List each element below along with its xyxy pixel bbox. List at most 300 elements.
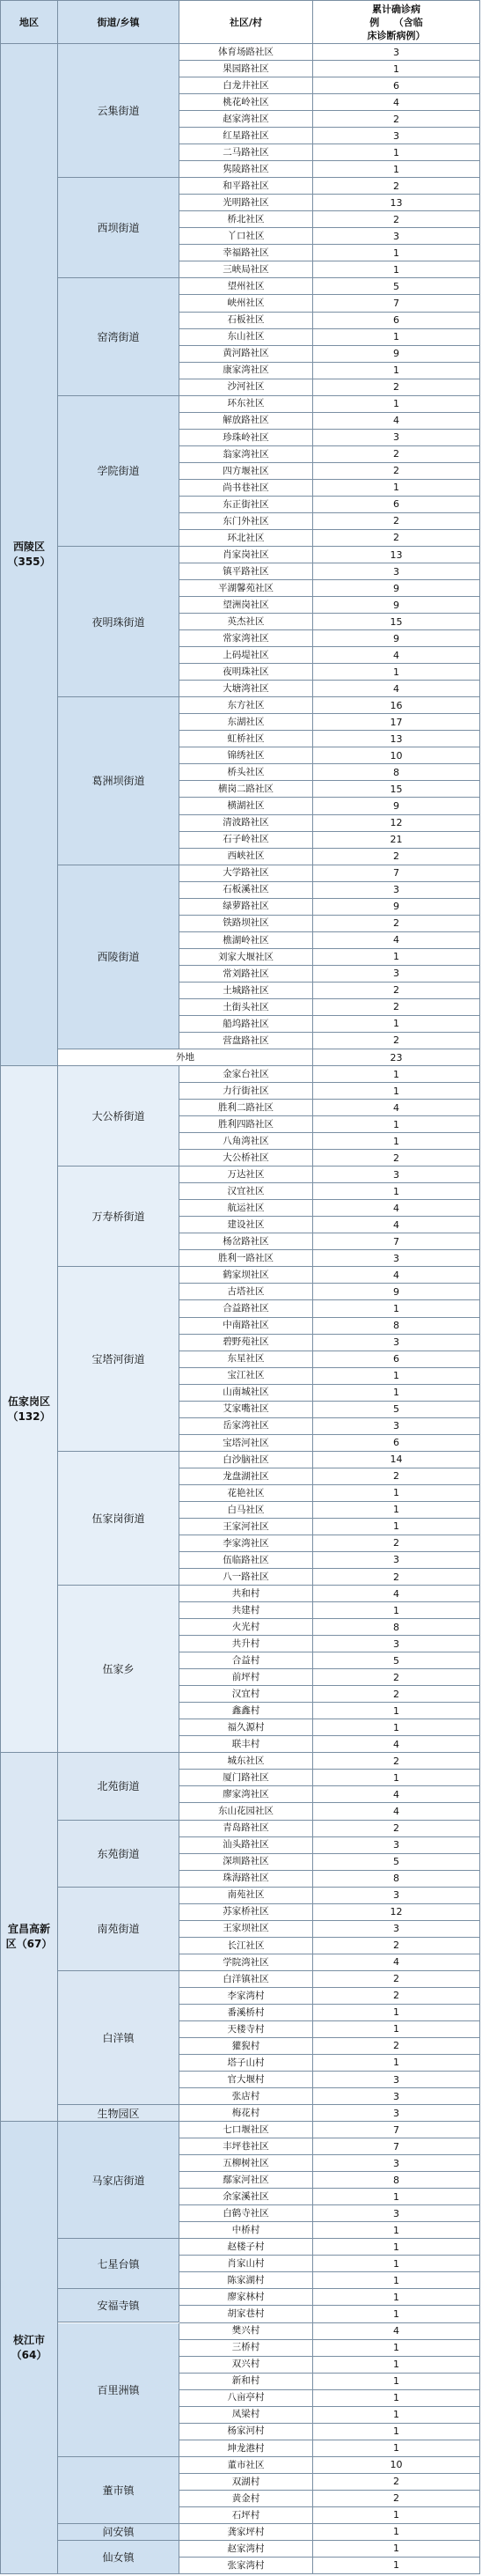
count-cell: 12 bbox=[313, 815, 480, 832]
count-cell: 3 bbox=[313, 1837, 480, 1854]
community-cell: 金家台社区 bbox=[179, 1066, 313, 1083]
count-cell: 1 bbox=[313, 1602, 480, 1619]
count-cell: 2 bbox=[313, 1535, 480, 1552]
street-cell: 云集街道 bbox=[58, 44, 179, 178]
count-cell: 3 bbox=[313, 1418, 480, 1435]
street-cell: 夜明珠街道 bbox=[58, 547, 179, 697]
community-cell: 白鹤寺社区 bbox=[179, 2205, 313, 2222]
count-cell: 1 bbox=[313, 2306, 480, 2322]
street-cell: 仙女镇 bbox=[58, 2541, 179, 2574]
count-cell: 3 bbox=[313, 563, 480, 580]
community-cell: 夜明珠社区 bbox=[179, 664, 313, 681]
community-cell: 建设社区 bbox=[179, 1217, 313, 1233]
community-cell: 王家河社区 bbox=[179, 1519, 313, 1535]
count-cell: 8 bbox=[313, 764, 480, 781]
header-count-line2: 例 （含临 bbox=[369, 16, 423, 28]
community-cell: 英杰社区 bbox=[179, 614, 313, 630]
count-cell: 9 bbox=[313, 899, 480, 916]
count-cell: 2 bbox=[313, 983, 480, 999]
count-cell: 10 bbox=[313, 2457, 480, 2474]
community-cell: 横湖社区 bbox=[179, 798, 313, 814]
count-cell: 6 bbox=[313, 1435, 480, 1452]
count-cell: 2 bbox=[313, 379, 480, 396]
community-cell: 余家溪社区 bbox=[179, 2189, 313, 2205]
count-cell: 4 bbox=[313, 1267, 480, 1284]
table-header bbox=[0, 0, 482, 44]
community-cell: 火光村 bbox=[179, 1619, 313, 1636]
count-cell: 4 bbox=[313, 681, 480, 697]
count-cell: 9 bbox=[313, 798, 480, 814]
count-cell: 3 bbox=[313, 2105, 480, 2122]
community-cell: 七口堰社区 bbox=[179, 2122, 313, 2138]
count-cell: 1 bbox=[313, 2239, 480, 2256]
count-cell: 2 bbox=[313, 1569, 480, 1586]
count-cell: 3 bbox=[313, 2072, 480, 2088]
count-cell: 1 bbox=[313, 2407, 480, 2424]
community-cell: 胜利二路社区 bbox=[179, 1100, 313, 1116]
community-cell: 张家湾村 bbox=[179, 2558, 313, 2574]
count-cell: 1 bbox=[313, 2340, 480, 2357]
community-cell: 白龙井社区 bbox=[179, 77, 313, 94]
community-cell: 环东社区 bbox=[179, 396, 313, 413]
community-cell: 环北社区 bbox=[179, 530, 313, 547]
street-cell: 问安镇 bbox=[58, 2524, 179, 2541]
community-cell: 三峡局社区 bbox=[179, 261, 313, 278]
area-cell: 西陵区 （355） bbox=[0, 44, 58, 1066]
community-cell: 万达社区 bbox=[179, 1167, 313, 1183]
community-cell: 肖家岗社区 bbox=[179, 547, 313, 563]
count-cell: 1 bbox=[313, 1385, 480, 1402]
count-cell: 10 bbox=[313, 747, 480, 764]
community-cell: 东山社区 bbox=[179, 329, 313, 346]
count-cell: 4 bbox=[313, 1100, 480, 1116]
community-cell: 东星社区 bbox=[179, 1351, 313, 1368]
street-cell: 白洋镇 bbox=[58, 1971, 179, 2105]
count-cell: 5 bbox=[313, 278, 480, 295]
community-cell: 伍临路社区 bbox=[179, 1552, 313, 1569]
street-cell: 东苑街道 bbox=[58, 1821, 179, 1888]
count-cell: 1 bbox=[313, 2440, 480, 2457]
community-cell: 船坞路社区 bbox=[179, 1016, 313, 1033]
community-cell: 光明路社区 bbox=[179, 195, 313, 211]
community-cell: 峡州社区 bbox=[179, 295, 313, 312]
count-cell: 8 bbox=[313, 2172, 480, 2189]
community-cell: 果园路社区 bbox=[179, 61, 313, 77]
count-cell: 1 bbox=[313, 2390, 480, 2407]
community-cell: 赵家湾村 bbox=[179, 2541, 313, 2558]
community-cell: 石子岭社区 bbox=[179, 832, 313, 849]
count-cell: 16 bbox=[313, 697, 480, 714]
count-cell: 7 bbox=[313, 2122, 480, 2138]
count-cell: 1 bbox=[313, 2507, 480, 2524]
community-cell: 梅花村 bbox=[179, 2105, 313, 2122]
count-cell: 3 bbox=[313, 1552, 480, 1569]
community-cell: 杨家河村 bbox=[179, 2424, 313, 2440]
community-cell: 天楼寺村 bbox=[179, 2021, 313, 2038]
street-cell: 伍家岗街道 bbox=[58, 1452, 179, 1586]
community-cell: 汉宜社区 bbox=[179, 1183, 313, 1200]
header-area: 地区 bbox=[0, 0, 58, 44]
community-cell: 石板社区 bbox=[179, 313, 313, 329]
street-cell: 北苑街道 bbox=[58, 1753, 179, 1820]
count-cell: 9 bbox=[313, 597, 480, 614]
community-cell: 尚书巷社区 bbox=[179, 480, 313, 497]
street-cell: 葛洲坝街道 bbox=[58, 697, 179, 865]
community-cell: 绿萝路社区 bbox=[179, 899, 313, 916]
count-cell: 8 bbox=[313, 1871, 480, 1888]
count-cell: 1 bbox=[313, 2374, 480, 2390]
count-cell: 13 bbox=[313, 547, 480, 563]
count-cell: 1 bbox=[313, 1502, 480, 1519]
count-cell: 3 bbox=[313, 2155, 480, 2172]
count-cell: 4 bbox=[313, 413, 480, 430]
count-cell: 2 bbox=[313, 2491, 480, 2507]
count-cell: 3 bbox=[313, 228, 480, 245]
count-cell: 1 bbox=[313, 144, 480, 161]
count-cell: 3 bbox=[313, 2205, 480, 2222]
community-cell: 隽陵路社区 bbox=[179, 161, 313, 178]
header-community: 社区/村 bbox=[179, 0, 313, 44]
count-cell: 2 bbox=[313, 2474, 480, 2491]
street-cell: 马家店街道 bbox=[58, 2122, 179, 2239]
header-count-line3: 床诊断病例） bbox=[367, 29, 426, 41]
community-cell: 解放路社区 bbox=[179, 413, 313, 430]
count-cell: 2 bbox=[313, 446, 480, 463]
count-cell: 2 bbox=[313, 463, 480, 480]
community-cell: 八一路社区 bbox=[179, 1569, 313, 1586]
count-cell: 1 bbox=[313, 2272, 480, 2289]
community-cell: 青岛路社区 bbox=[179, 1821, 313, 1837]
count-cell: 3 bbox=[313, 1921, 480, 1938]
community-cell: 胜利一路社区 bbox=[179, 1250, 313, 1267]
count-cell: 1 bbox=[313, 1485, 480, 1502]
count-cell: 7 bbox=[313, 1233, 480, 1250]
street-cell: 生物园区 bbox=[58, 2105, 179, 2122]
community-cell: 廖家林村 bbox=[179, 2289, 313, 2306]
community-cell: 宝塔河社区 bbox=[179, 1435, 313, 1452]
count-cell: 2 bbox=[313, 1753, 480, 1770]
community-cell: 东门外社区 bbox=[179, 513, 313, 530]
community-cell: 刘家大堰社区 bbox=[179, 949, 313, 966]
count-cell: 1 bbox=[313, 2541, 480, 2558]
table-row bbox=[0, 1049, 482, 1066]
community-cell: 深圳路社区 bbox=[179, 1854, 313, 1871]
community-cell: 东方社区 bbox=[179, 697, 313, 714]
community-cell: 桃花岭社区 bbox=[179, 94, 313, 111]
count-cell: 13 bbox=[313, 731, 480, 747]
community-cell: 胡家巷村 bbox=[179, 2306, 313, 2322]
count-cell: 5 bbox=[313, 1652, 480, 1669]
community-cell: 虹桥社区 bbox=[179, 731, 313, 747]
community-cell: 黄金村 bbox=[179, 2491, 313, 2507]
count-cell: 9 bbox=[313, 580, 480, 597]
community-cell: 共和村 bbox=[179, 1586, 313, 1602]
community-cell: 翁家湾社区 bbox=[179, 446, 313, 463]
community-cell: 肖家山村 bbox=[179, 2256, 313, 2272]
community-cell: 镇平路社区 bbox=[179, 563, 313, 580]
count-cell: 7 bbox=[313, 2138, 480, 2155]
count-cell: 3 bbox=[313, 1250, 480, 1267]
community-cell: 大塘湾社区 bbox=[179, 681, 313, 697]
community-cell: 横岗二路社区 bbox=[179, 781, 313, 798]
count-cell: 1 bbox=[313, 1703, 480, 1719]
community-cell: 锦绣社区 bbox=[179, 747, 313, 764]
community-cell: 厦门路社区 bbox=[179, 1770, 313, 1786]
community-cell: 和平路社区 bbox=[179, 178, 313, 195]
count-cell: 1 bbox=[313, 664, 480, 681]
community-cell: 番溪桥村 bbox=[179, 2005, 313, 2021]
count-cell: 4 bbox=[313, 1586, 480, 1602]
count-cell: 2 bbox=[313, 178, 480, 195]
count-cell: 21 bbox=[313, 832, 480, 849]
count-cell: 13 bbox=[313, 195, 480, 211]
street-cell: 西坝街道 bbox=[58, 178, 179, 278]
count-cell: 3 bbox=[313, 44, 480, 61]
community-cell: 廖家湾社区 bbox=[179, 1786, 313, 1803]
street-cell: 宝塔河街道 bbox=[58, 1267, 179, 1451]
community-cell: 东山花园社区 bbox=[179, 1803, 313, 1820]
count-cell: 1 bbox=[313, 1770, 480, 1786]
community-cell: 张店村 bbox=[179, 2088, 313, 2105]
community-cell: 西峡社区 bbox=[179, 849, 313, 865]
community-cell: 航运社区 bbox=[179, 1200, 313, 1217]
header-count bbox=[313, 0, 480, 44]
count-cell: 5 bbox=[313, 1402, 480, 1418]
community-cell: 康家湾社区 bbox=[179, 363, 313, 379]
community-cell: 獾猊村 bbox=[179, 2038, 313, 2055]
community-cell: 双兴村 bbox=[179, 2357, 313, 2374]
count-cell: 6 bbox=[313, 1351, 480, 1368]
count-cell: 3 bbox=[313, 1636, 480, 1652]
community-cell: 清波路社区 bbox=[179, 815, 313, 832]
count-cell: 1 bbox=[313, 2055, 480, 2072]
count-cell: 7 bbox=[313, 865, 480, 882]
community-cell: 中桥村 bbox=[179, 2222, 313, 2239]
community-cell: 鹤家坝社区 bbox=[179, 1267, 313, 1284]
count-cell: 1 bbox=[313, 480, 480, 497]
count-cell: 9 bbox=[313, 346, 480, 363]
community-cell: 四方堰社区 bbox=[179, 463, 313, 480]
count-cell: 9 bbox=[313, 630, 480, 647]
community-cell: 双湖村 bbox=[179, 2474, 313, 2491]
count-cell: 4 bbox=[313, 1217, 480, 1233]
community-cell: 东湖社区 bbox=[179, 714, 313, 731]
count-cell: 14 bbox=[313, 1452, 480, 1468]
community-cell: 桥头社区 bbox=[179, 764, 313, 781]
community-cell: 黄河路社区 bbox=[179, 346, 313, 363]
community-cell: 珠海路社区 bbox=[179, 1871, 313, 1888]
count-cell: 1 bbox=[313, 1116, 480, 1133]
community-cell: 石板溪社区 bbox=[179, 882, 313, 899]
community-cell: 二马路社区 bbox=[179, 144, 313, 161]
community-cell: 李家湾社区 bbox=[179, 1535, 313, 1552]
count-cell: 3 bbox=[313, 882, 480, 899]
community-cell: 共建村 bbox=[179, 1602, 313, 1619]
count-cell: 3 bbox=[313, 430, 480, 446]
area-cell: 伍家岗区 （132） bbox=[0, 1066, 58, 1753]
count-cell: 1 bbox=[313, 2005, 480, 2021]
count-cell: 7 bbox=[313, 295, 480, 312]
street-cell: 西陵街道 bbox=[58, 865, 179, 1049]
count-cell: 2 bbox=[313, 999, 480, 1016]
count-cell: 6 bbox=[313, 497, 480, 513]
community-cell: 新和村 bbox=[179, 2374, 313, 2390]
community-cell: 共升村 bbox=[179, 1636, 313, 1652]
community-cell: 樵湖岭社区 bbox=[179, 932, 313, 949]
street-cell: 学院街道 bbox=[58, 396, 179, 547]
count-cell: 8 bbox=[313, 1619, 480, 1636]
community-cell: 学院湾社区 bbox=[179, 1954, 313, 1971]
count-cell: 2 bbox=[313, 211, 480, 228]
count-cell: 1 bbox=[313, 1083, 480, 1100]
count-cell: 4 bbox=[313, 94, 480, 111]
community-cell: 董市社区 bbox=[179, 2457, 313, 2474]
count-cell: 6 bbox=[313, 77, 480, 94]
community-cell: 古塔社区 bbox=[179, 1284, 313, 1300]
street-cell: 万寿桥街道 bbox=[58, 1167, 179, 1267]
community-cell: 凤梁村 bbox=[179, 2407, 313, 2424]
count-cell: 3 bbox=[313, 1888, 480, 1904]
community-cell: 丰坪巷社区 bbox=[179, 2138, 313, 2155]
count-cell: 3 bbox=[313, 1167, 480, 1183]
community-cell: 胜利四路社区 bbox=[179, 1116, 313, 1133]
community-cell: 岳家湾社区 bbox=[179, 1418, 313, 1435]
count-cell: 4 bbox=[313, 647, 480, 664]
count-cell: 1 bbox=[313, 245, 480, 261]
community-cell: 李家湾村 bbox=[179, 1988, 313, 2005]
count-cell: 4 bbox=[313, 1954, 480, 1971]
community-cell: 合益村 bbox=[179, 1652, 313, 1669]
community-cell: 龙盘湖社区 bbox=[179, 1468, 313, 1485]
count-cell: 2 bbox=[313, 513, 480, 530]
community-cell: 望洲岗社区 bbox=[179, 597, 313, 614]
count-cell: 2 bbox=[313, 1686, 480, 1703]
count-cell: 1 bbox=[313, 61, 480, 77]
count-cell: 4 bbox=[313, 2323, 480, 2340]
count-cell: 1 bbox=[313, 2021, 480, 2038]
community-cell: 土城路社区 bbox=[179, 983, 313, 999]
community-cell: 大公桥社区 bbox=[179, 1150, 313, 1167]
community-cell: 鑫鑫村 bbox=[179, 1703, 313, 1719]
street-cell: 大公桥街道 bbox=[58, 1066, 179, 1167]
header-count-line1: 累计确诊病 bbox=[372, 3, 420, 15]
community-cell: 南苑社区 bbox=[179, 1888, 313, 1904]
count-cell: 1 bbox=[313, 1133, 480, 1150]
community-cell: 坤龙港村 bbox=[179, 2440, 313, 2457]
count-cell: 4 bbox=[313, 1200, 480, 1217]
count-cell: 2 bbox=[313, 1821, 480, 1837]
community-cell: 八角湾社区 bbox=[179, 1133, 313, 1150]
count-cell: 2 bbox=[313, 2038, 480, 2055]
community-cell: 白沙脑社区 bbox=[179, 1452, 313, 1468]
community-cell: 常刘路社区 bbox=[179, 966, 313, 983]
street-cell: 七星台镇 bbox=[58, 2239, 179, 2289]
community-cell: 塔子山村 bbox=[179, 2055, 313, 2072]
count-cell: 1 bbox=[313, 1016, 480, 1033]
street-cell: 安福寺镇 bbox=[58, 2289, 179, 2322]
community-cell: 艾家嘴社区 bbox=[179, 1402, 313, 1418]
count-cell: 1 bbox=[313, 1300, 480, 1317]
count-cell: 1 bbox=[313, 2222, 480, 2239]
count-cell: 3 bbox=[313, 128, 480, 144]
community-cell: 红星路社区 bbox=[179, 128, 313, 144]
community-cell: 上码堤社区 bbox=[179, 647, 313, 664]
count-cell: 1 bbox=[313, 1519, 480, 1535]
community-cell: 力行街社区 bbox=[179, 1083, 313, 1100]
count-cell: 4 bbox=[313, 932, 480, 949]
community-cell: 石坪村 bbox=[179, 2507, 313, 2524]
count-cell: 17 bbox=[313, 714, 480, 731]
community-cell: 体育场路社区 bbox=[179, 44, 313, 61]
community-cell: 营盘路社区 bbox=[179, 1033, 313, 1049]
count-cell: 2 bbox=[313, 1971, 480, 1988]
community-cell: 三桥村 bbox=[179, 2340, 313, 2357]
community-cell: 白马社区 bbox=[179, 1502, 313, 1519]
community-cell: 苏家桥社区 bbox=[179, 1904, 313, 1921]
community-cell: 长江社区 bbox=[179, 1938, 313, 1954]
count-cell: 4 bbox=[313, 1786, 480, 1803]
area-cell: 枝江市 （64） bbox=[0, 2122, 58, 2574]
count-cell: 4 bbox=[313, 1803, 480, 1820]
street-cell: 百里洲镇 bbox=[58, 2323, 179, 2457]
count-cell: 4 bbox=[313, 1736, 480, 1753]
count-cell: 1 bbox=[313, 2357, 480, 2374]
count-cell: 15 bbox=[313, 781, 480, 798]
count-cell: 1 bbox=[313, 2558, 480, 2574]
count-cell: 1 bbox=[313, 261, 480, 278]
count-cell: 1 bbox=[313, 363, 480, 379]
community-cell: 樊兴村 bbox=[179, 2323, 313, 2340]
count-cell: 1 bbox=[313, 949, 480, 966]
count-cell: 1 bbox=[313, 2189, 480, 2205]
street-cell: 伍家乡 bbox=[58, 1586, 179, 1753]
count-cell: 1 bbox=[313, 2256, 480, 2272]
community-cell: 八亩亭村 bbox=[179, 2390, 313, 2407]
community-cell: 白洋镇社区 bbox=[179, 1971, 313, 1988]
community-cell: 宝江社区 bbox=[179, 1368, 313, 1385]
community-cell: 福久源村 bbox=[179, 1719, 313, 1736]
community-cell: 五柳树社区 bbox=[179, 2155, 313, 2172]
community-cell: 山南城社区 bbox=[179, 1385, 313, 1402]
community-cell: 赵楼子村 bbox=[179, 2239, 313, 2256]
community-cell: 常家湾社区 bbox=[179, 630, 313, 647]
count-cell: 2 bbox=[313, 1988, 480, 2005]
count-cell: 2 bbox=[313, 530, 480, 547]
community-cell: 鄢家河社区 bbox=[179, 2172, 313, 2189]
count-cell: 2 bbox=[313, 916, 480, 932]
street-cell: 南苑街道 bbox=[58, 1888, 179, 1971]
community-cell: 外地 bbox=[58, 1049, 313, 1066]
community-cell: 龚家坪村 bbox=[179, 2524, 313, 2541]
community-cell: 联丰村 bbox=[179, 1736, 313, 1753]
count-cell: 1 bbox=[313, 2289, 480, 2306]
community-cell: 珍珠岭社区 bbox=[179, 430, 313, 446]
count-cell: 5 bbox=[313, 1854, 480, 1871]
community-cell: 合益路社区 bbox=[179, 1300, 313, 1317]
count-cell: 1 bbox=[313, 1719, 480, 1736]
count-cell: 2 bbox=[313, 111, 480, 128]
count-cell: 2 bbox=[313, 1669, 480, 1686]
area-cell: 宜昌高新 区（67） bbox=[0, 1753, 58, 2122]
count-cell: 1 bbox=[313, 1368, 480, 1385]
community-cell: 汕头路社区 bbox=[179, 1837, 313, 1854]
count-cell: 2 bbox=[313, 1468, 480, 1485]
community-cell: 陈家湖村 bbox=[179, 2272, 313, 2289]
count-cell: 1 bbox=[313, 329, 480, 346]
community-cell: 丫口社区 bbox=[179, 228, 313, 245]
count-cell: 1 bbox=[313, 2524, 480, 2541]
community-cell: 望州社区 bbox=[179, 278, 313, 295]
